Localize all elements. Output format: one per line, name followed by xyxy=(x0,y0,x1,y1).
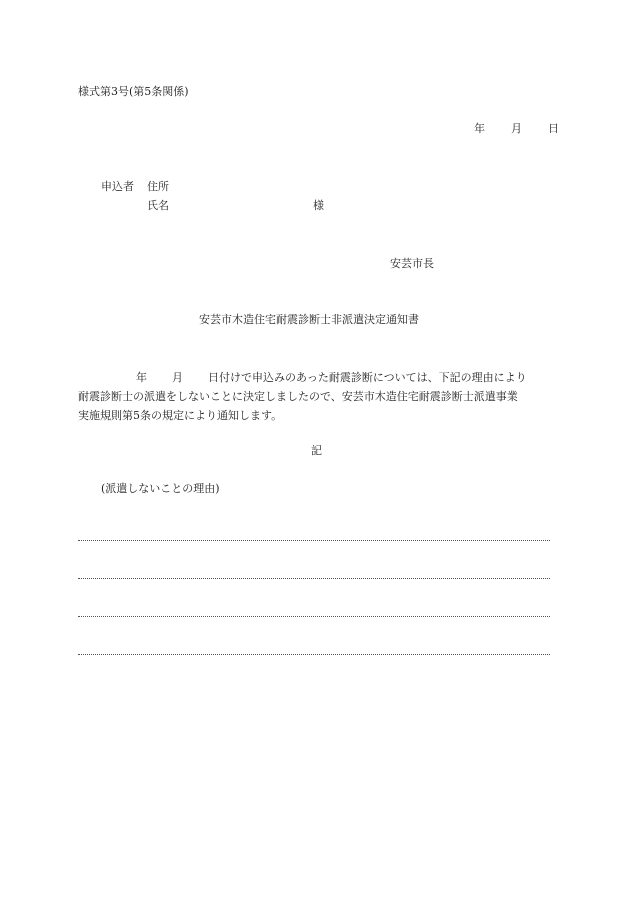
date-day: 日 xyxy=(548,122,559,135)
reason-line-3 xyxy=(78,616,550,617)
applicant-label: 申込者 xyxy=(101,180,134,193)
body-line-2: 耐震診断士の派遣をしないことに決定しましたので、安芸市木造住宅耐震診断士派遣事業 xyxy=(78,390,518,403)
body-text xyxy=(78,368,558,425)
date-line xyxy=(474,123,559,134)
address-label: 住所 xyxy=(147,180,169,193)
body-year: 年 xyxy=(136,371,147,384)
reason-line-4 xyxy=(78,654,550,655)
issuer: 安芸市長 xyxy=(390,257,434,270)
date-month: 月 xyxy=(511,122,522,135)
body-line-1 xyxy=(78,368,558,387)
form-number: 様式第3号(第5条関係) xyxy=(78,85,189,98)
name-label: 氏名 xyxy=(147,199,169,212)
body-line-1-rest: 日付けで申込みのあった耐震診断については、下記の理由により xyxy=(208,371,527,384)
reason-line-1 xyxy=(78,540,550,541)
document-title: 安芸市木造住宅耐震診断士非派遣決定通知書 xyxy=(199,313,419,326)
honorific-sama: 様 xyxy=(313,199,324,212)
reason-line-2 xyxy=(78,578,550,579)
ki-heading: 記 xyxy=(311,444,322,457)
body-month: 月 xyxy=(172,371,183,384)
date-year: 年 xyxy=(474,122,485,135)
reason-heading: (派遣しないことの理由) xyxy=(101,482,220,495)
body-line-3: 実施規則第5条の規定により通知します。 xyxy=(78,409,283,422)
